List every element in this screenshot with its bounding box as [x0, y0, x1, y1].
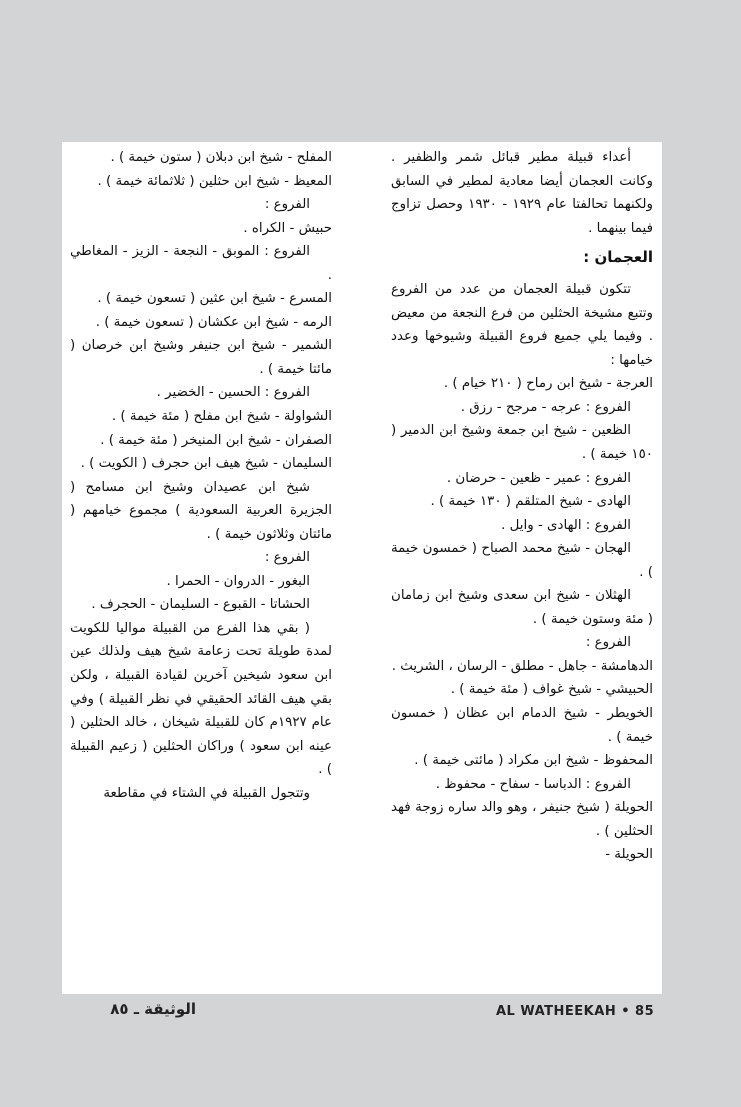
paragraph: السليمان - شيخ هيف ابن حجرف ( الكويت ) . — [80, 456, 332, 472]
paragraph: المعيظ - شيخ ابن حثلين ( ثلاثمائة خيمة ) . — [97, 173, 332, 189]
paragraph: الفروع : الهادى - وايل . — [501, 517, 631, 533]
paragraph: الحويلة - — [605, 847, 653, 863]
paragraph: الشمير - شيخ ابن جنيفر وشيخ ابن خرصان ( مائتا خيمة ) . — [70, 338, 332, 377]
paragraph: الفروع : الحسين - الخضير . — [156, 385, 310, 401]
paragraph: المحفوظ - شيخ ابن مكراد ( مائتى خيمة ) . — [414, 753, 653, 769]
right-text-column — [391, 146, 653, 867]
paragraph: الفروع : عرجه - مرجح - رزق . — [460, 399, 631, 415]
paragraph: الحويلة ( شيخ جنيفر ، وهو والد ساره زوجة فهد الحثلين ) . — [391, 800, 653, 839]
paragraph: الحبيشي - شيخ غواف ( مئة خيمة ) . — [450, 682, 653, 698]
paragraph: الهادى - شيخ المتلقم ( ١٣٠ خيمة ) . — [430, 494, 631, 510]
paragraph: الخويطر - شيخ الدمام ابن عظان ( خمسون خيمة ) . — [391, 706, 653, 745]
paragraph: الفروع : الدباسا - سفاح - محفوظ . — [435, 776, 631, 792]
paragraph: الرمه - شيخ ابن عكشان ( تسعون خيمة ) . — [95, 314, 332, 330]
paragraph: تتكون قبيلة العجمان من عدد من الفروع وتتبع مشيخة الحثلين من فرع النجعة من معيض . وفيما يلي جميع فروع القبيلة وشيوخها وعدد خيامها : — [391, 282, 653, 368]
paragraph: الفروع : — [264, 197, 310, 213]
paragraph: الفروع : الموبق - النجعة - الزيز - المغاطي . — [70, 244, 332, 283]
paragraph: البغور - الدروان - الحمرا . — [166, 573, 310, 589]
footer-english-title: AL WATHEEKAH • 85 — [496, 1004, 655, 1019]
paragraph: ( بقي هذا الفرع من القبيلة مواليا للكويت لمدة طويلة تحت زعامة شيخ هيف ولذلك عين ابن سعود شيخين آخرين لقيادة القبيلة ، ولكن بقي هيف القائد الحقيقي في نظر القبيلة ) وفي عام ١٩٢٧م كان للقبيلة شيخان ، خالد الحثلين ( عينه ابن سعود ) وراكان الحثلين ( زعيم القبيلة ) . — [70, 620, 332, 778]
footer-arabic-title: الوثيقة ـ ٨٥ — [110, 1000, 196, 1018]
section-heading: العجمان : — [583, 248, 653, 267]
paragraph: الهجان - شيخ محمد الصباح ( خمسون خيمة ) . — [391, 541, 653, 580]
paragraph: المسرع - شيخ ابن عثين ( تسعون خيمة ) . — [97, 291, 332, 307]
paragraph: الصفران - شيخ ابن المنيخر ( مئة خيمة ) . — [100, 432, 332, 448]
paragraph: حبيش - الكراه . — [243, 220, 332, 236]
paragraph: الهثلان - شيخ ابن سعدى وشيخ ابن زمامان ( مئة وستون خيمة ) . — [391, 588, 653, 627]
paragraph: الفروع : — [264, 550, 310, 566]
paragraph: الدهامشة - جاهل - مطلق - الرسان ، الشريث . — [391, 658, 653, 674]
paragraph: المفلح - شيخ ابن دبلان ( ستون خيمة ) . — [110, 150, 332, 165]
paragraph: أعداء قبيلة مطير قبائل شمر والظفير . وكانت العجمان أيضا معادية لمطير في السابق ولكنهما تحالفتا عام ١٩٢٩ - ١٩٣٠ وحصل تزاوج فيما بينهما . — [391, 150, 653, 236]
paragraph: الفروع : — [585, 635, 631, 651]
paragraph: العرجة - شيخ ابن رماح ( ٢١٠ خيام ) . — [443, 376, 653, 392]
left-text-column — [70, 146, 332, 805]
paragraph: الحشاتا - القبوع - السليمان - الحجرف . — [91, 597, 310, 613]
paragraph: الشواولة - شيخ ابن مفلح ( مئة خيمة ) . — [111, 409, 332, 425]
paragraph: وتتجول القبيلة في الشتاء في مقاطعة — [103, 785, 310, 801]
paragraph: شيخ ابن عصيدان وشيخ ابن مسامح ( الجزيرة العربية السعودية ) مجموع خيامهم ( مائتان وثلاثون خيمة ) . — [70, 479, 332, 542]
paragraph: الظعين - شيخ ابن جمعة وشيخ ابن الدمير ( ١٥٠ خيمة ) . — [391, 423, 653, 463]
paragraph: الفروع : عمير - ظعين - حرضان . — [446, 470, 631, 486]
